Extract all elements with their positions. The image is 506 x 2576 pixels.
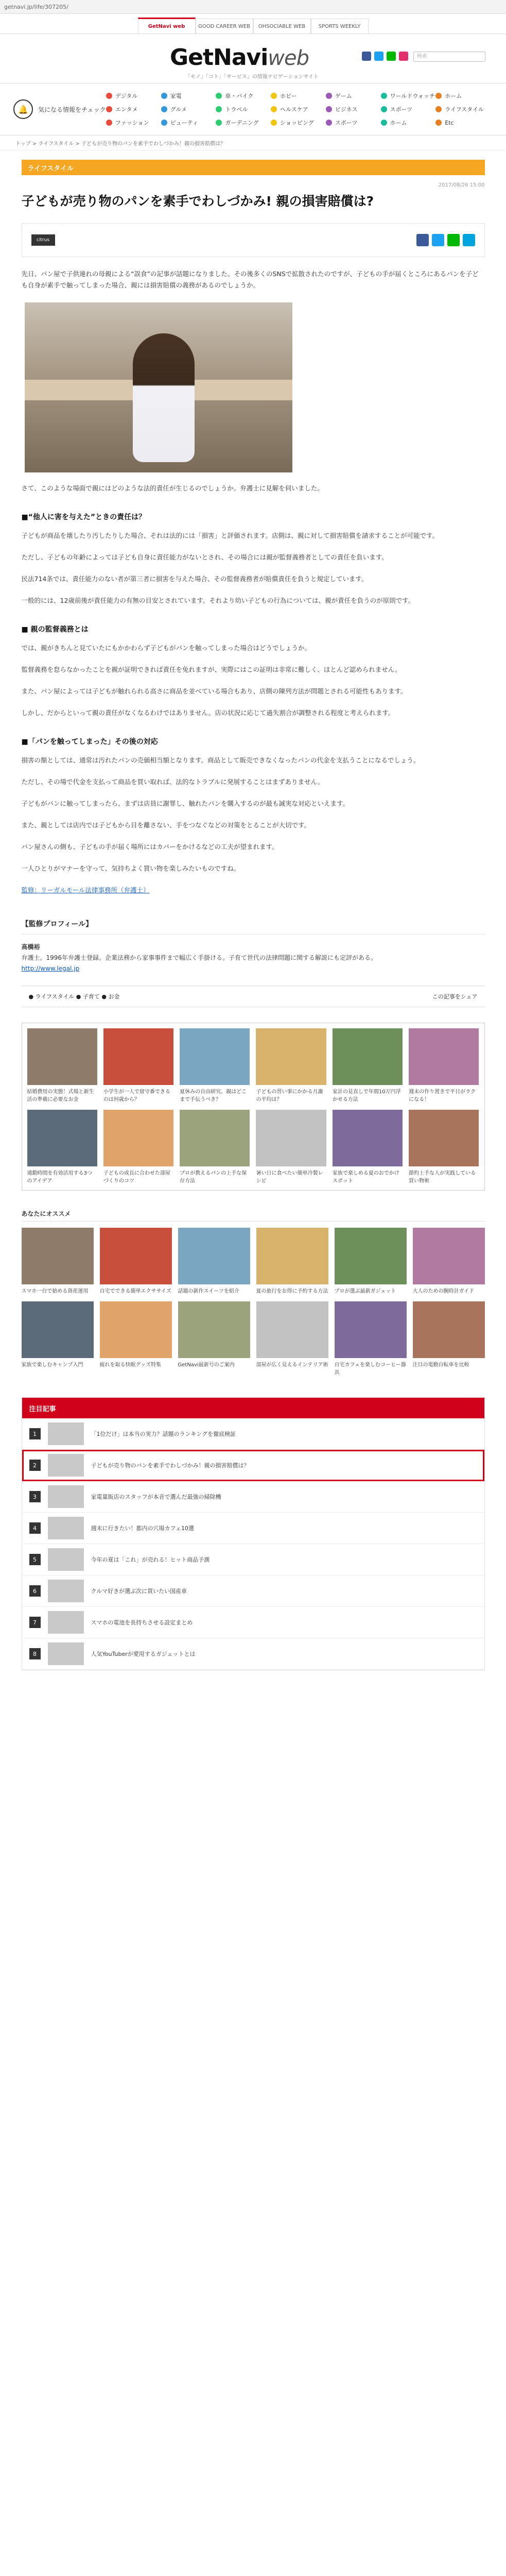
card-title: 自宅カフェを楽しむコーヒー器具	[334, 1362, 406, 1376]
site-tab[interactable]: OHSOCIABLE WEB	[253, 19, 311, 33]
related-card[interactable]	[409, 1110, 479, 1185]
article-paragraph: また、パン屋によっては子どもが触れられる高さに商品を並べている場合もあり、店側の陳列方法が問題とされる可能性もあります。	[21, 687, 407, 695]
card-thumbnail	[22, 1228, 94, 1284]
article-paragraph: 民法714条では、責任能力のない者が第三者に損害を与えた場合、その監督義務者が賠償責任を負うと規定しています。	[21, 575, 368, 583]
recommend-card[interactable]	[256, 1228, 328, 1295]
rank-thumbnail	[48, 1642, 84, 1665]
article-tags[interactable]: ● ライフスタイル ● 子育て ● お金	[28, 993, 120, 1000]
related-card[interactable]	[256, 1110, 326, 1185]
site-tab[interactable]: SPORTS WEEKLY	[311, 19, 369, 33]
main-content	[22, 160, 485, 1670]
line-icon[interactable]	[387, 52, 396, 61]
logo-main: GetNavi	[170, 44, 268, 71]
category-item[interactable]	[435, 105, 491, 113]
profile-box	[22, 934, 485, 974]
child-figure	[133, 333, 195, 462]
site-tab[interactable]: GetNavi web	[138, 18, 196, 33]
article-paragraph: ただし、子どもの年齢によっては子ども自身に責任能力がないとされ、その場合には親が監督義務者としての責任を負います。	[21, 553, 388, 561]
category-label: エンタメ	[115, 106, 138, 113]
card-title: GetNavi最新号のご案内	[178, 1362, 235, 1368]
rank-thumbnail	[48, 1611, 84, 1634]
rank-title: 家電量販店のスタッフが本音で選んだ最強の掃除機	[91, 1494, 221, 1500]
card-thumbnail	[100, 1228, 172, 1284]
rank-thumbnail	[48, 1580, 84, 1602]
card-thumbnail	[103, 1028, 173, 1085]
card-thumbnail	[22, 1301, 94, 1358]
ranking-item[interactable]	[22, 1575, 484, 1607]
category-item[interactable]	[435, 92, 491, 100]
rank-title: 「1位だけ」は本当の実力？話題のランキングを徹底検証	[91, 1431, 236, 1437]
facebook-icon[interactable]	[362, 52, 371, 61]
share-buttons	[416, 234, 475, 246]
ranking-item[interactable]	[22, 1450, 484, 1481]
related-articles	[22, 1023, 485, 1191]
article-lead: 先日、パン屋で子供連れの母親による“誤食”の記事が話題になりました。その後多くのSNSで拡散されたのですが、子どもの手が届くところにあるパンを子ども自身が素手で触ってしまった場合、親には損害賠償の義務があるのでしょうか。	[21, 270, 479, 289]
category-item[interactable]	[161, 92, 216, 100]
rank-number: 1	[29, 1428, 41, 1439]
rank-thumbnail	[48, 1548, 84, 1571]
recommend-card[interactable]	[335, 1301, 407, 1377]
category-dot-icon	[435, 106, 442, 112]
site-tabs	[0, 14, 506, 34]
category-item[interactable]	[216, 105, 271, 113]
category-item[interactable]	[381, 105, 436, 113]
category-item[interactable]	[271, 118, 326, 127]
card-title: プロが選ぶ最新ガジェット	[334, 1289, 396, 1294]
rank-title: 今年の夏は「これ」が売れる！ヒット商品予測	[91, 1556, 210, 1563]
card-title: 節約上手な人が実践している買い物術	[409, 1171, 476, 1184]
subheading: ■「パンを触ってしまった」その後の対応	[21, 738, 158, 746]
card-title: 大人のための腕時計ガイド	[412, 1289, 475, 1294]
byline-box	[22, 223, 485, 257]
recommend-card[interactable]	[100, 1301, 172, 1377]
category-list	[106, 83, 506, 135]
recommend-card[interactable]	[413, 1301, 485, 1377]
category-label: 車・バイク	[225, 93, 254, 99]
card-thumbnail	[409, 1110, 479, 1166]
category-nav	[0, 83, 506, 135]
rank-number: 2	[29, 1460, 41, 1471]
category-item[interactable]	[326, 92, 381, 100]
card-title: 家計の見直しで年間10万円浮かせる方法	[332, 1089, 401, 1103]
category-item[interactable]	[326, 105, 381, 113]
category-dot-icon	[106, 93, 112, 99]
article-paragraph: ただし、その場で代金を支払って商品を買い取れば、法的なトラブルに発展することはまずありません。	[21, 778, 324, 786]
rank-number: 8	[29, 1648, 41, 1659]
category-dot-icon	[381, 120, 387, 126]
site-header	[0, 34, 506, 83]
ranking-item[interactable]	[22, 1513, 484, 1544]
recommend-card[interactable]	[22, 1301, 94, 1377]
category-dot-icon	[271, 120, 277, 126]
recommend-card[interactable]	[256, 1301, 328, 1377]
category-dot-icon	[161, 120, 167, 126]
card-title: 子どもの成長に合わせた部屋づくりのコツ	[103, 1171, 170, 1184]
category-dot-icon	[216, 93, 222, 99]
related-card[interactable]	[103, 1110, 173, 1185]
card-thumbnail	[27, 1028, 97, 1085]
card-title: 通勤時間を有効活用する3つのアイデア	[27, 1171, 92, 1184]
card-thumbnail	[180, 1110, 250, 1166]
recommend-card[interactable]	[22, 1228, 94, 1295]
card-title: 週末の作り置きで平日がラクになる！	[409, 1089, 476, 1103]
category-dot-icon	[216, 106, 222, 112]
card-thumbnail	[256, 1228, 328, 1284]
hatena-share-icon[interactable]	[463, 234, 475, 246]
instagram-icon[interactable]	[399, 52, 408, 61]
recommend-card[interactable]	[100, 1228, 172, 1295]
ranking-item[interactable]	[22, 1607, 484, 1638]
category-label: ヘルスケア	[280, 106, 308, 113]
related-card[interactable]	[27, 1110, 97, 1185]
category-dot-icon	[326, 93, 332, 99]
source-link[interactable]: 監修：リーガルモール法律事務所（弁護士）	[21, 886, 150, 894]
article-source	[31, 234, 55, 246]
article-paragraph: 子どもがパンに触ってしまったら、まずは店員に謝罪し、触れたパンを購入するのが最も誠実な対応といえます。	[21, 800, 350, 807]
card-title: 注目の電動自転車を比較	[412, 1362, 469, 1368]
article-photo	[25, 302, 292, 472]
card-title: 夏休みの自由研究、親はどこまで手伝うべき？	[180, 1089, 247, 1103]
rank-thumbnail	[48, 1422, 84, 1445]
ranking-box	[22, 1397, 485, 1670]
tag-bar	[22, 986, 485, 1007]
card-thumbnail	[335, 1228, 407, 1284]
category-item[interactable]	[381, 118, 436, 127]
card-thumbnail	[103, 1110, 173, 1166]
category-dot-icon	[381, 93, 387, 99]
card-thumbnail	[333, 1028, 403, 1085]
card-thumbnail	[27, 1110, 97, 1166]
category-label: ビューティ	[170, 120, 198, 126]
article-date: 2017/08/26 15:00	[438, 182, 485, 188]
article-paragraph: また、親としては店内では子どもから目を離さない、手をつなぐなどの対策をとることが大切です。	[21, 821, 311, 829]
related-card[interactable]	[180, 1110, 250, 1185]
article-paragraph: 損害の額としては、通常は汚れたパンの売価相当額となります。商品として販売できなくなったパンの代金を支払うことになるでしょう。	[21, 756, 420, 764]
category-label: 家電	[170, 93, 182, 99]
card-title: 部屋が広く見えるインテリア術	[256, 1362, 328, 1368]
category-item[interactable]	[435, 118, 491, 127]
category-label: デジタル	[115, 93, 138, 99]
category-label: ライフスタイル	[445, 106, 484, 113]
profile-text: 弁護士。1996年弁護士登録。企業法務から家事事件まで幅広く手掛ける。子育て世代の法律問題に関する解説にも定評がある。	[21, 954, 377, 961]
ranking-item[interactable]	[22, 1418, 484, 1450]
card-title: 子どもの習い事にかかる月謝の平均は？	[256, 1089, 323, 1103]
card-thumbnail	[256, 1028, 326, 1085]
category-label: ショッピング	[280, 120, 314, 126]
category-label: ホーム	[390, 120, 407, 126]
category-item[interactable]	[106, 92, 161, 100]
card-title: 疲れを取る快眠グッズ特集	[99, 1362, 161, 1368]
rank-title: クルマ好きが選ぶ次に買いたい国産車	[91, 1588, 187, 1595]
category-dot-icon	[161, 106, 167, 112]
recommend-card[interactable]	[413, 1228, 485, 1295]
rank-number: 3	[29, 1491, 41, 1502]
related-card[interactable]	[333, 1110, 403, 1185]
category-dot-icon	[271, 93, 277, 99]
recommend-card[interactable]	[178, 1301, 250, 1377]
category-dot-icon	[435, 93, 442, 99]
article-title: 子どもが売り物のパンを素手でわしづかみ! 親の損害賠償は?	[21, 194, 374, 209]
category-label: トラベル	[225, 106, 248, 113]
recommend-card[interactable]	[335, 1228, 407, 1295]
twitter-icon[interactable]	[374, 52, 383, 61]
card-thumbnail	[256, 1110, 326, 1166]
category-dot-icon	[271, 106, 277, 112]
category-label: ホビー	[280, 93, 297, 99]
card-title: 夏の旅行をお得に予約する方法	[256, 1289, 328, 1294]
site-logo[interactable]	[170, 44, 309, 71]
category-label: ホーム	[445, 93, 462, 99]
related-card[interactable]	[180, 1028, 250, 1104]
facebook-share-icon[interactable]	[416, 234, 429, 246]
rank-thumbnail	[48, 1454, 84, 1477]
rank-number: 5	[29, 1554, 41, 1565]
category-label: ワールドウォッチ	[390, 93, 435, 99]
card-title: 小学生が一人で留守番できるのは何歳から？	[103, 1089, 170, 1103]
card-title: 暑い日に食べたい簡単冷製レシピ	[256, 1171, 323, 1184]
category-label: Etc	[445, 119, 454, 126]
category-dot-icon	[435, 120, 442, 126]
recommend-list	[22, 1228, 485, 1377]
card-title: 自宅でできる簡単エクササイズ	[99, 1289, 171, 1294]
article-paragraph: パン屋さんの側も、子どもの手が届く場所にはカバーをかけるなどの工夫が望まれます。	[21, 843, 278, 851]
category-item[interactable]	[106, 105, 161, 113]
article-paragraph: しかし、だからといって親の責任がなくなるわけではありません。店の状況に応じて過失割合が調整される程度と考えられます。	[21, 709, 395, 717]
rank-thumbnail	[48, 1485, 84, 1508]
profile-heading: 【監修プロフィール】	[21, 920, 93, 928]
category-label: グルメ	[170, 106, 187, 113]
card-title: 家族で楽しむキャンプ入門	[21, 1362, 83, 1368]
social-icons	[362, 52, 408, 61]
category-item[interactable]	[216, 92, 271, 100]
subheading: ■ 親の監督義務とは	[21, 625, 89, 634]
card-thumbnail	[178, 1228, 250, 1284]
share-label: この記事をシェア	[432, 993, 478, 1000]
rank-number: 7	[29, 1617, 41, 1628]
category-item[interactable]	[161, 118, 216, 127]
category-dot-icon	[326, 106, 332, 112]
card-thumbnail	[413, 1228, 485, 1284]
subheading: ■“他人に害を与えた”ときの責任は？	[21, 513, 146, 521]
recommend-card[interactable]	[178, 1228, 250, 1295]
category-label: ファッション	[115, 120, 149, 126]
category-item[interactable]	[271, 92, 326, 100]
category-dot-icon	[106, 120, 112, 126]
category-item[interactable]	[161, 105, 216, 113]
rank-number: 6	[29, 1585, 41, 1597]
category-item[interactable]	[326, 118, 381, 127]
rank-title: 人気YouTuberが愛用するガジェットとは	[91, 1651, 196, 1657]
site-tab[interactable]: GOOD CAREER WEB	[196, 19, 253, 33]
card-title: プロが教えるパンの上手な保存方法	[180, 1171, 247, 1184]
category-label: 🔔 気になる情報をチェック	[0, 83, 106, 135]
category-label: ビジネス	[335, 106, 358, 113]
article-paragraph: では、親がきちんと見ていたにもかかわらず子どもがパンを触ってしまった場合はどうでしょうか。	[21, 644, 311, 652]
article-paragraph: 監督義務を怠らなかったことを親が証明できれば責任を免れますが、実際にはこの証明は非常に難しく、ほとんど認められません。	[21, 666, 402, 673]
card-title: 話題の新作スイーツを紹介	[178, 1289, 239, 1294]
card-thumbnail	[256, 1301, 328, 1358]
line-share-icon[interactable]	[447, 234, 460, 246]
category-label: スポーツ	[335, 120, 358, 126]
tagline: 「モノ」「コト」「サービス」の情報ナビゲーションサイト	[185, 74, 319, 80]
rank-title: 週末に行きたい！都内の穴場カフェ10選	[91, 1525, 194, 1532]
related-card[interactable]	[333, 1028, 403, 1104]
category-dot-icon	[326, 120, 332, 126]
recommend-heading: あなたにオススメ	[22, 1209, 485, 1222]
article-paragraph: 一般的には、12歳前後が責任能力の有無の目安とされています。それより幼い子どもの行為については、親が責任を負うのが原則です。	[21, 597, 415, 604]
related-card[interactable]	[409, 1028, 479, 1104]
card-thumbnail	[180, 1028, 250, 1085]
profile-link[interactable]: http://www.legal.jp	[21, 965, 80, 972]
source-logo: citrus	[31, 234, 55, 246]
ranking-item[interactable]	[22, 1544, 484, 1575]
ranking-title: 注目記事	[22, 1398, 484, 1418]
card-thumbnail	[178, 1301, 250, 1358]
url-text[interactable]: getnavi.jp/life/307205/	[4, 3, 68, 10]
twitter-share-icon[interactable]	[432, 234, 444, 246]
article-paragraph: 子どもが商品を壊したり汚したりした場合、それは法的には「損害」と評価されます。店側は、親に対して損害賠償を請求することが可能です。	[21, 532, 439, 539]
breadcrumb[interactable]: トップ > ライフスタイル > 子どもが売り物のパンを素手でわしづかみ！親の損害賠償は？	[0, 135, 506, 150]
category-dot-icon	[381, 106, 387, 112]
card-title: スマホ一台で始める資産運用	[21, 1289, 89, 1294]
article-paragraph: さて、このような場面で親にはどのような法的責任が生じるのでしょうか。弁護士に見解を伺いました。	[21, 484, 324, 492]
logo-sub: web	[268, 46, 309, 70]
rank-number: 4	[29, 1522, 41, 1534]
category-label: スポーツ	[390, 106, 413, 113]
bell-icon: 🔔	[13, 99, 33, 119]
related-card[interactable]	[256, 1028, 326, 1104]
search-input[interactable]: 検索	[413, 52, 485, 62]
profile-name: 高橋裕	[21, 943, 40, 951]
card-thumbnail	[100, 1301, 172, 1358]
card-title: 結婚費用の実態！式場と新生活の準備に必要なお金	[27, 1089, 94, 1103]
category-item[interactable]	[106, 118, 161, 127]
category-dot-icon	[161, 93, 167, 99]
category-label: ゲーム	[335, 93, 352, 99]
card-thumbnail	[413, 1301, 485, 1358]
rank-title: スマホの電池を長持ちさせる設定まとめ	[91, 1619, 193, 1626]
category-item[interactable]	[216, 118, 271, 127]
category-dot-icon	[106, 106, 112, 112]
related-card[interactable]	[103, 1028, 173, 1104]
card-title: 家族で楽しめる夏のおでかけスポット	[332, 1171, 399, 1184]
related-card[interactable]	[27, 1028, 97, 1104]
section-label: ライフスタイル	[22, 160, 485, 175]
article-paragraph: 一人ひとりがマナーを守って、気持ちよく買い物を楽しみたいものですね。	[21, 865, 240, 872]
card-thumbnail	[333, 1110, 403, 1166]
category-dot-icon	[216, 120, 222, 126]
card-thumbnail	[409, 1028, 479, 1085]
category-label: ガーデニング	[225, 120, 259, 126]
rank-title: 子どもが売り物のパンを素手でわしづかみ！親の損害賠償は？	[91, 1462, 250, 1469]
category-item[interactable]	[271, 105, 326, 113]
category-item[interactable]	[381, 92, 436, 100]
card-thumbnail	[335, 1301, 407, 1358]
ranking-item[interactable]	[22, 1481, 484, 1513]
browser-bar	[0, 0, 506, 14]
ranking-item[interactable]	[22, 1638, 484, 1670]
rank-thumbnail	[48, 1517, 84, 1539]
